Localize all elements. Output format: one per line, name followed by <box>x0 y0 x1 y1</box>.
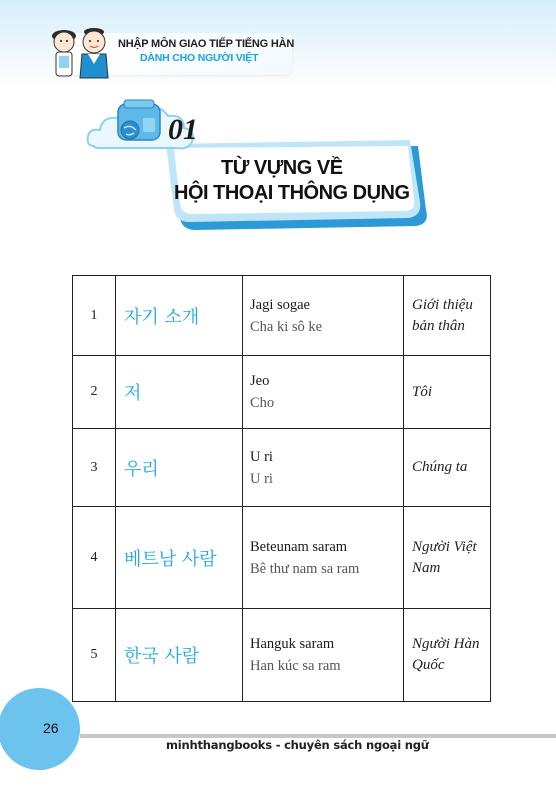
vietnamese-phonetic: U ri <box>250 470 273 487</box>
vietnamese-phonetic: Cho <box>250 395 275 411</box>
vietnamese-meaning <box>404 609 491 702</box>
meaning-line: Quốc <box>412 657 445 673</box>
vietnamese-phonetic: Han kúc sa ram <box>250 658 341 674</box>
row-number: 3 <box>73 429 116 507</box>
mascots-illustration <box>44 20 116 84</box>
table-row <box>73 356 491 429</box>
table-row <box>73 276 491 356</box>
table-row <box>73 429 491 507</box>
page-number-circle <box>0 688 80 770</box>
pronunciation-cell <box>243 429 404 507</box>
korean-word: 베트남 사람 <box>116 507 243 609</box>
meaning-line: bản thân <box>412 317 465 334</box>
korean-word: 저 <box>116 356 243 429</box>
korean-word: 한국 사람 <box>116 609 243 702</box>
pronunciation-cell <box>243 356 404 429</box>
vocabulary-table <box>72 275 491 702</box>
pronunciation-cell <box>243 276 404 356</box>
row-number: 2 <box>73 356 116 429</box>
table-row <box>73 609 491 702</box>
meaning-line: Người Hàn <box>412 636 480 652</box>
romanization: Hanguk saram <box>250 636 335 652</box>
page-number: 26 <box>43 720 59 736</box>
book-series-title: NHẬP MÔN GIAO TIẾP TIẾNG HÀN <box>118 38 295 50</box>
pronunciation-cell <box>243 507 404 609</box>
romanization: Beteunam saram <box>250 538 348 555</box>
vietnamese-meaning <box>404 276 491 356</box>
romanization: U ri <box>250 448 273 465</box>
chapter-title-line1: TỪ VỰNG VỀ <box>221 157 343 179</box>
row-number: 4 <box>73 507 116 609</box>
meaning-line: Người Việt <box>412 538 477 555</box>
korean-word: 우리 <box>116 429 243 507</box>
chapter-number: 01 <box>168 113 198 146</box>
table-row <box>73 507 491 609</box>
row-number: 5 <box>73 609 116 702</box>
vietnamese-phonetic: Bê thư nam sa ram <box>250 560 360 577</box>
chapter-title-line2: HỘI THOẠI THÔNG DỤNG <box>174 182 410 204</box>
vietnamese-phonetic: Cha ki sô ke <box>250 318 323 335</box>
backpack-globe-icon <box>118 100 160 140</box>
meaning-line: Giới thiệu <box>412 296 473 313</box>
meaning-line: Tôi <box>412 383 433 400</box>
pronunciation-cell <box>243 609 404 702</box>
row-number: 1 <box>73 276 116 356</box>
romanization: Jeo <box>250 373 270 389</box>
book-series-subtitle: DÀNH CHO NGƯỜI VIỆT <box>140 52 259 64</box>
footer-publisher-text: minhthangbooks - chuyên sách ngoại ngữ <box>166 738 429 752</box>
vietnamese-meaning <box>404 356 491 429</box>
meaning-line: Nam <box>412 559 441 576</box>
vietnamese-meaning <box>404 429 491 507</box>
korean-word: 자기 소개 <box>116 276 243 356</box>
vietnamese-meaning <box>404 507 491 609</box>
meaning-line: Chúng ta <box>412 459 468 475</box>
romanization: Jagi sogae <box>250 296 310 313</box>
